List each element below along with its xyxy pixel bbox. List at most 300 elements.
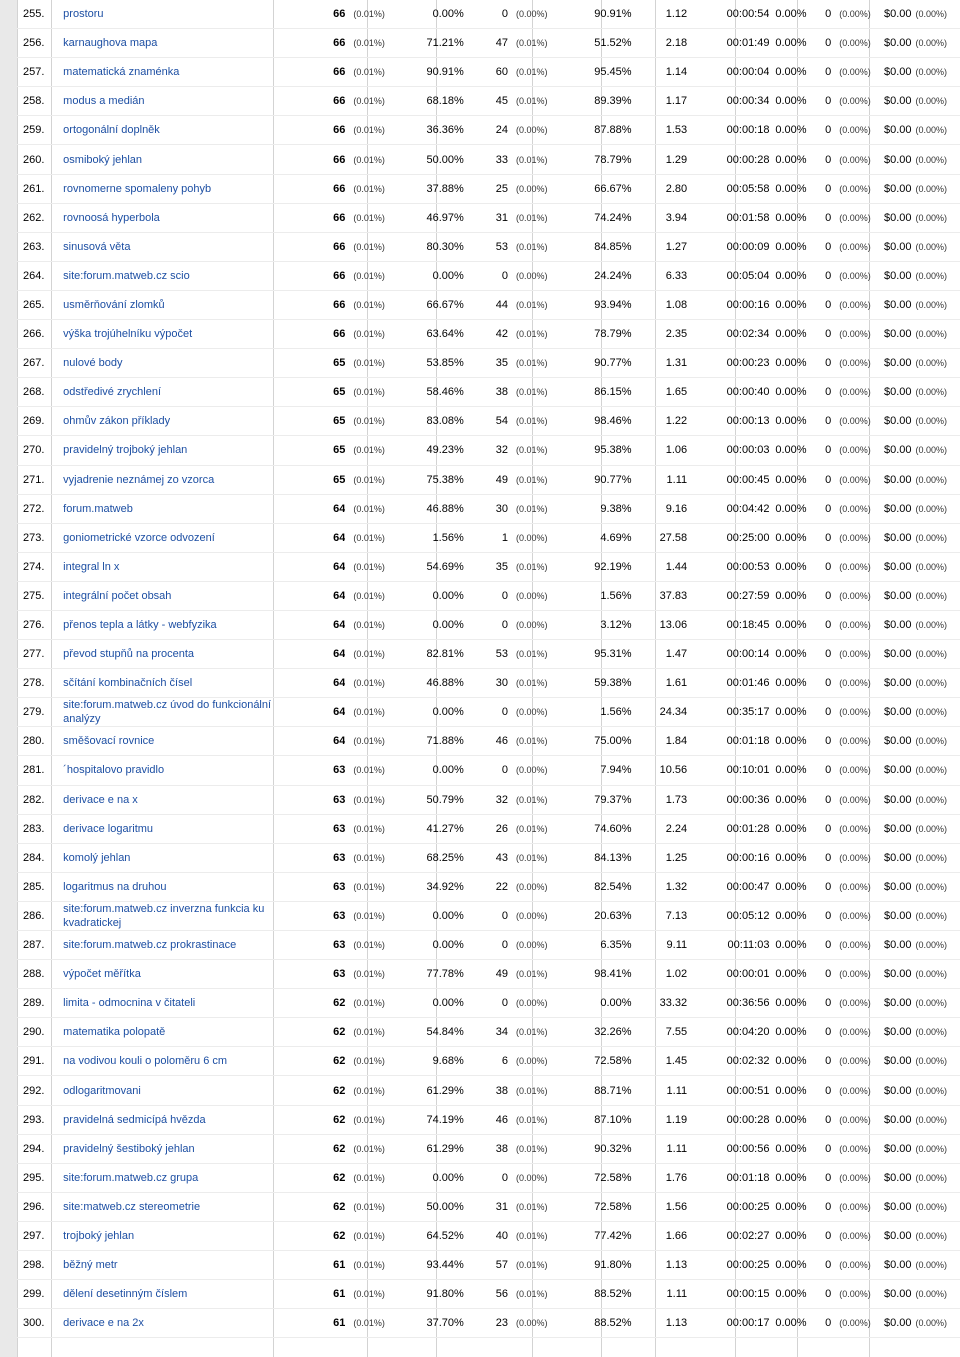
revenue-percent: (0.00%) <box>915 1114 948 1125</box>
avg-time-value: 00:10:01 <box>726 764 770 777</box>
visits-percent: (0.01%) <box>353 1114 385 1125</box>
keyword-link[interactable]: vyjadrenie neznámej zo vzorca <box>63 473 215 486</box>
keyword-link[interactable]: ortogonální doplněk <box>63 124 160 137</box>
bounce-rate-value: 72.58% <box>594 1200 632 1213</box>
new-visits-value-cell <box>769 145 806 174</box>
keyword-link[interactable]: běžný metr <box>63 1259 118 1272</box>
visits-value: 63 <box>333 939 346 952</box>
pages-percent-value-cell <box>399 698 464 727</box>
revenue-percent: (0.00%) <box>915 241 948 252</box>
keyword-link[interactable]: integrální počet obsah <box>63 589 172 602</box>
goal-percent-cell <box>831 989 878 1018</box>
conversions-percent: (0.01%) <box>516 649 548 660</box>
goal-value: 0 <box>825 1026 832 1039</box>
visits-percent: (0.01%) <box>353 9 385 20</box>
visits-value-cell <box>302 0 345 29</box>
revenue-value: $0.00 <box>883 764 912 777</box>
keyword-link[interactable]: rovnoosá hyperbola <box>63 211 160 224</box>
goal-value-cell <box>807 494 832 523</box>
keyword-link-cell <box>58 901 302 930</box>
new-visits-value-cell <box>769 378 806 407</box>
revenue-value: $0.00 <box>883 648 912 661</box>
conversions-percent-cell <box>508 785 571 814</box>
pages-per-visit-value: 1.08 <box>665 298 688 311</box>
conversions-value-cell <box>464 727 508 756</box>
bounce-rate-value-cell <box>571 960 632 989</box>
table-row <box>17 1309 960 1338</box>
new-visits-value-cell <box>769 58 806 87</box>
avg-time-value-cell <box>687 349 769 378</box>
revenue-value: $0.00 <box>883 1288 912 1301</box>
new-visits-value-cell <box>769 174 806 203</box>
revenue-value: $0.00 <box>883 95 912 108</box>
keyword-link[interactable]: derivace e na x <box>63 793 138 806</box>
keyword-link[interactable]: směšovací rovnice <box>63 735 155 748</box>
row-rank: 287. <box>23 939 45 952</box>
revenue-percent-cell <box>912 232 960 261</box>
pages-per-visit-value: 1.27 <box>665 240 688 253</box>
goal-percent-cell <box>831 174 878 203</box>
conversions-percent-cell <box>508 872 571 901</box>
conversions-value: 0 <box>501 706 509 719</box>
conversions-value: 24 <box>495 124 509 137</box>
new-visits-value: 0.00% <box>775 1026 807 1039</box>
goal-percent: (0.00%) <box>839 1289 871 1300</box>
visits-value: 66 <box>333 37 346 50</box>
new-visits-value-cell <box>769 1163 806 1192</box>
pages-per-visit-value: 9.11 <box>666 939 688 952</box>
visits-percent-cell <box>345 1134 399 1163</box>
revenue-value: $0.00 <box>883 909 912 922</box>
goal-percent-cell <box>831 960 878 989</box>
bounce-rate-value: 78.79% <box>594 153 632 166</box>
revenue-value: $0.00 <box>883 1259 912 1272</box>
row-rank: 276. <box>23 619 45 632</box>
goal-percent: (0.00%) <box>839 1027 871 1038</box>
visits-percent: (0.01%) <box>353 1260 385 1271</box>
row-rank: 277. <box>23 648 45 661</box>
visits-percent-cell <box>345 1163 399 1192</box>
goal-value: 0 <box>825 1317 832 1330</box>
visits-value-cell <box>302 1134 345 1163</box>
conversions-percent: (0.01%) <box>516 154 548 165</box>
goal-value: 0 <box>825 386 832 399</box>
revenue-value-cell <box>879 698 912 727</box>
goal-percent: (0.00%) <box>839 969 871 980</box>
visits-percent-cell <box>345 901 399 930</box>
new-visits-value-cell <box>769 116 806 145</box>
table-row <box>17 29 960 58</box>
visits-value-cell <box>302 1309 345 1338</box>
goal-percent: (0.00%) <box>839 125 871 136</box>
row-rank: 270. <box>23 444 45 457</box>
conversions-percent: (0.01%) <box>516 503 548 514</box>
keyword-link[interactable]: na vodivou kouli o poloměru 6 cm <box>63 1055 228 1068</box>
goal-value-cell <box>807 727 832 756</box>
goal-percent-cell <box>831 0 878 29</box>
avg-time-value: 00:00:34 <box>726 95 770 108</box>
avg-time-value-cell <box>687 1309 769 1338</box>
keyword-link[interactable]: odlogaritmovani <box>63 1084 141 1097</box>
revenue-percent: (0.00%) <box>915 998 948 1009</box>
keyword-link[interactable]: limita - odmocnina v čitateli <box>63 997 196 1010</box>
conversions-value: 0 <box>501 997 509 1010</box>
revenue-value: $0.00 <box>883 1113 912 1126</box>
visits-percent: (0.01%) <box>353 561 385 572</box>
keyword-link[interactable]: site:forum.matweb.cz prokrastinace <box>63 939 237 952</box>
visits-percent-cell <box>345 727 399 756</box>
keyword-link[interactable]: site:forum.matweb.cz úvod do funkcionální analýzy <box>63 699 272 726</box>
goal-value: 0 <box>825 37 832 50</box>
conversions-value-cell <box>464 145 508 174</box>
revenue-value: $0.00 <box>883 444 912 457</box>
keyword-link[interactable]: přenos tepla a látky - webfyzika <box>63 619 217 632</box>
revenue-value-cell <box>879 640 912 669</box>
pages-per-visit-value-cell <box>632 1221 688 1250</box>
row-rank: 281. <box>23 764 45 777</box>
pages-percent-value-cell <box>399 669 464 698</box>
bounce-rate-value: 77.42% <box>594 1229 632 1242</box>
revenue-percent: (0.00%) <box>915 67 948 78</box>
conversions-value-cell <box>464 494 508 523</box>
visits-value-cell <box>302 960 345 989</box>
visits-percent-cell <box>345 989 399 1018</box>
new-visits-value-cell <box>769 465 806 494</box>
keyword-link[interactable]: pravidelný šestiboký jehlan <box>63 1142 195 1155</box>
revenue-percent: (0.00%) <box>915 125 948 136</box>
pages-per-visit-value-cell <box>632 1047 688 1076</box>
keyword-link[interactable]: sčítání kombinačních čísel <box>63 677 193 690</box>
visits-percent: (0.01%) <box>353 416 385 427</box>
goal-value-cell <box>807 669 832 698</box>
keyword-link[interactable]: výpočet měřítka <box>63 968 141 981</box>
goal-value: 0 <box>825 1288 832 1301</box>
pages-per-visit-value: 33.32 <box>659 997 688 1010</box>
goal-value-cell <box>807 203 832 232</box>
new-visits-value: 0.00% <box>775 648 807 661</box>
visits-value-cell <box>302 29 345 58</box>
pages-per-visit-value: 1.12 <box>665 8 688 21</box>
bounce-rate-value: 59.38% <box>594 677 632 690</box>
visits-value: 62 <box>333 1084 346 1097</box>
revenue-percent-cell <box>912 1047 960 1076</box>
keyword-link-cell <box>58 756 302 785</box>
bounce-rate-value-cell <box>571 1134 632 1163</box>
conversions-percent-cell <box>508 116 571 145</box>
visits-percent-cell <box>345 116 399 145</box>
pages-per-visit-value: 9.16 <box>665 502 688 515</box>
avg-time-value-cell <box>687 785 769 814</box>
goal-percent: (0.00%) <box>839 270 871 281</box>
pages-per-visit-value-cell <box>632 320 688 349</box>
revenue-percent-cell <box>912 814 960 843</box>
row-rank-cell <box>17 58 58 87</box>
pages-percent-value-cell <box>399 523 464 552</box>
new-visits-value: 0.00% <box>775 8 807 21</box>
visits-value: 66 <box>333 153 346 166</box>
avg-time-value: 00:00:09 <box>726 240 770 253</box>
revenue-value-cell <box>879 1134 912 1163</box>
keyword-link[interactable]: nulové body <box>63 357 123 370</box>
bounce-rate-value: 75.00% <box>594 735 632 748</box>
goal-value: 0 <box>825 1229 832 1242</box>
goal-percent: (0.00%) <box>839 329 871 340</box>
row-rank: 259. <box>23 124 45 137</box>
keyword-link[interactable]: site:forum.matweb.cz inverzna funkcia ku kvadratickej <box>63 902 265 929</box>
row-rank-cell <box>17 203 58 232</box>
keyword-link[interactable]: integral ln x <box>63 560 120 573</box>
pages-per-visit-value-cell <box>632 1280 688 1309</box>
table-row <box>17 1105 960 1134</box>
keyword-link-cell <box>58 1280 302 1309</box>
row-rank-cell <box>17 1134 58 1163</box>
table-row <box>17 58 960 87</box>
avg-time-value-cell <box>687 1221 769 1250</box>
visits-value: 66 <box>333 66 346 79</box>
goal-percent-cell <box>831 320 878 349</box>
conversions-value-cell <box>464 349 508 378</box>
goal-value-cell <box>807 523 832 552</box>
table-row <box>17 669 960 698</box>
keyword-link[interactable]: derivace logaritmu <box>63 822 154 835</box>
table-row <box>17 465 960 494</box>
pages-per-visit-value: 2.18 <box>665 37 688 50</box>
bounce-rate-value-cell <box>571 87 632 116</box>
pages-per-visit-value: 3.94 <box>665 211 688 224</box>
pages-per-visit-value-cell <box>632 261 688 290</box>
pages-per-visit-value: 1.02 <box>665 968 688 981</box>
row-rank-cell <box>17 320 58 349</box>
conversions-percent-cell <box>508 29 571 58</box>
goal-value-cell <box>807 698 832 727</box>
goal-value: 0 <box>825 66 832 79</box>
visits-percent: (0.01%) <box>353 387 385 398</box>
keyword-link[interactable]: převod stupňů na procenta <box>63 648 195 661</box>
visits-percent: (0.01%) <box>353 532 385 543</box>
row-rank: 292. <box>23 1084 45 1097</box>
conversions-value-cell <box>464 1280 508 1309</box>
goal-value: 0 <box>825 182 832 195</box>
pages-percent-value: 71.21% <box>426 37 464 50</box>
visits-value-cell <box>302 145 345 174</box>
visits-percent-cell <box>345 843 399 872</box>
keyword-link[interactable]: rovnomerne spomaleny pohyb <box>63 182 212 195</box>
revenue-value: $0.00 <box>883 939 912 952</box>
keyword-link[interactable]: komolý jehlan <box>63 851 131 864</box>
bounce-rate-value-cell <box>571 1076 632 1105</box>
row-rank-cell <box>17 523 58 552</box>
revenue-value: $0.00 <box>883 37 912 50</box>
pages-percent-value: 58.46% <box>426 386 464 399</box>
revenue-value-cell <box>879 581 912 610</box>
pages-percent-value: 71.88% <box>426 735 464 748</box>
keyword-link[interactable]: trojboký jehlan <box>63 1229 135 1242</box>
goal-value-cell <box>807 232 832 261</box>
goal-percent: (0.00%) <box>839 416 871 427</box>
pages-per-visit-value-cell <box>632 436 688 465</box>
goal-percent-cell <box>831 931 878 960</box>
bounce-rate-value: 72.58% <box>594 1171 632 1184</box>
conversions-percent-cell <box>508 1076 571 1105</box>
goal-percent: (0.00%) <box>839 1318 871 1329</box>
keyword-link[interactable]: logaritmus na druhou <box>63 880 167 893</box>
keyword-link[interactable]: site:forum.matweb.cz scio <box>63 269 190 282</box>
row-rank: 268. <box>23 386 45 399</box>
conversions-value-cell <box>464 756 508 785</box>
pages-per-visit-value: 1.76 <box>665 1171 688 1184</box>
avg-time-value: 00:02:34 <box>726 328 770 341</box>
new-visits-value-cell <box>769 1192 806 1221</box>
revenue-percent: (0.00%) <box>915 794 948 805</box>
pages-percent-value-cell <box>399 756 464 785</box>
visits-value-cell <box>302 407 345 436</box>
visits-value: 66 <box>333 269 346 282</box>
conversions-percent-cell <box>508 552 571 581</box>
keyword-link-cell <box>58 58 302 87</box>
goal-value-cell <box>807 320 832 349</box>
goal-value-cell <box>807 756 832 785</box>
conversions-percent-cell <box>508 523 571 552</box>
avg-time-value-cell <box>687 669 769 698</box>
conversions-value-cell <box>464 1105 508 1134</box>
conversions-percent: (0.01%) <box>516 678 548 689</box>
conversions-percent-cell <box>508 1251 571 1280</box>
bounce-rate-value: 88.52% <box>594 1317 632 1330</box>
visits-value: 66 <box>333 298 346 311</box>
goal-percent-cell <box>831 203 878 232</box>
keyword-link[interactable]: ohmův zákon příklady <box>63 415 171 428</box>
keyword-link[interactable]: pravidelná sedmicípá hvězda <box>63 1113 206 1126</box>
visits-percent: (0.01%) <box>353 1056 385 1067</box>
avg-time-value: 00:00:36 <box>726 793 770 806</box>
bounce-rate-value: 90.32% <box>594 1142 632 1155</box>
visits-percent: (0.01%) <box>353 1201 385 1212</box>
bounce-rate-value-cell <box>571 698 632 727</box>
conversions-value-cell <box>464 640 508 669</box>
row-rank: 274. <box>23 560 45 573</box>
goal-value-cell <box>807 1105 832 1134</box>
keyword-link[interactable]: prostoru <box>63 8 104 21</box>
keyword-link[interactable]: site:forum.matweb.cz grupa <box>63 1171 199 1184</box>
pages-per-visit-value: 13.06 <box>659 619 688 632</box>
avg-time-value-cell <box>687 145 769 174</box>
row-rank-cell <box>17 349 58 378</box>
keyword-link[interactable]: karnaughova mapa <box>63 37 158 50</box>
bounce-rate-value: 89.39% <box>594 95 632 108</box>
pages-percent-value: 77.78% <box>426 968 464 981</box>
keyword-link[interactable]: matematická znaménka <box>63 66 180 79</box>
keyword-link[interactable]: pravidelný trojboký jehlan <box>63 444 188 457</box>
goal-percent: (0.00%) <box>839 241 871 252</box>
bounce-rate-value: 86.15% <box>594 386 632 399</box>
row-rank: 300. <box>23 1317 45 1330</box>
goal-percent: (0.00%) <box>839 1056 871 1067</box>
pages-per-visit-value-cell <box>632 698 688 727</box>
keyword-link[interactable]: usměrňování zlomků <box>63 298 165 311</box>
visits-value-cell <box>302 610 345 639</box>
goal-percent-cell <box>831 349 878 378</box>
keyword-link[interactable]: goniometrické vzorce odvození <box>63 531 215 544</box>
keyword-link[interactable]: site:matweb.cz stereometrie <box>63 1200 201 1213</box>
conversions-value: 31 <box>495 1200 509 1213</box>
new-visits-value: 0.00% <box>775 619 807 632</box>
bounce-rate-value-cell <box>571 174 632 203</box>
bounce-rate-value-cell <box>571 872 632 901</box>
keyword-link[interactable]: dělení desetinným číslem <box>63 1288 188 1301</box>
keyword-link[interactable]: matematika polopatě <box>63 1026 166 1039</box>
keyword-link[interactable]: výška trojúhelníku výpočet <box>63 328 193 341</box>
pages-percent-value-cell <box>399 1105 464 1134</box>
new-visits-value-cell <box>769 901 806 930</box>
revenue-value: $0.00 <box>883 502 912 515</box>
revenue-value: $0.00 <box>883 357 912 370</box>
conversions-value-cell <box>464 320 508 349</box>
goal-percent: (0.00%) <box>839 212 871 223</box>
goal-percent: (0.00%) <box>839 154 871 165</box>
visits-value: 64 <box>333 735 346 748</box>
pages-percent-value: 0.00% <box>432 939 464 952</box>
conversions-percent-cell <box>508 581 571 610</box>
keyword-link[interactable]: ´hospitalovo pravidlo <box>63 764 165 777</box>
revenue-value: $0.00 <box>883 1084 912 1097</box>
pages-per-visit-value: 37.83 <box>659 589 688 602</box>
keyword-link[interactable]: osmiboký jehlan <box>63 153 143 166</box>
new-visits-value: 0.00% <box>775 269 807 282</box>
revenue-percent-cell <box>912 174 960 203</box>
revenue-percent: (0.00%) <box>915 649 948 660</box>
visits-value: 66 <box>333 182 346 195</box>
goal-percent-cell <box>831 581 878 610</box>
avg-time-value-cell <box>687 203 769 232</box>
conversions-value-cell <box>464 1076 508 1105</box>
avg-time-value: 00:00:47 <box>726 880 770 893</box>
avg-time-value-cell <box>687 320 769 349</box>
new-visits-value: 0.00% <box>775 182 807 195</box>
keyword-link[interactable]: modus a medián <box>63 95 145 108</box>
pages-percent-value-cell <box>399 610 464 639</box>
pages-per-visit-value-cell <box>632 407 688 436</box>
keyword-link-cell <box>58 0 302 29</box>
keyword-link[interactable]: odstředivé zrychlení <box>63 386 161 399</box>
visits-value: 66 <box>333 124 346 137</box>
bounce-rate-value: 72.58% <box>594 1055 632 1068</box>
new-visits-value: 0.00% <box>775 1084 807 1097</box>
bounce-rate-value: 32.26% <box>594 1026 632 1039</box>
bounce-rate-value: 98.41% <box>594 968 632 981</box>
pages-percent-value: 0.00% <box>432 269 464 282</box>
visits-value: 63 <box>333 880 346 893</box>
goal-value-cell <box>807 407 832 436</box>
pages-per-visit-value: 1.47 <box>665 648 688 661</box>
new-visits-value-cell <box>769 290 806 319</box>
avg-time-value-cell <box>687 87 769 116</box>
visits-value-cell <box>302 1221 345 1250</box>
bounce-rate-value-cell <box>571 1280 632 1309</box>
keyword-link[interactable]: forum.matweb <box>63 502 133 515</box>
keyword-link[interactable]: sinusová věta <box>63 240 131 253</box>
keyword-link[interactable]: derivace e na 2x <box>63 1317 144 1330</box>
new-visits-value: 0.00% <box>775 822 807 835</box>
table-row <box>17 931 960 960</box>
bounce-rate-value-cell <box>571 0 632 29</box>
goal-percent: (0.00%) <box>839 765 871 776</box>
pages-percent-value: 9.68% <box>432 1055 464 1068</box>
goal-percent: (0.00%) <box>839 1230 871 1241</box>
bounce-rate-value: 95.38% <box>594 444 632 457</box>
goal-percent-cell <box>831 901 878 930</box>
conversions-percent: (0.01%) <box>516 736 548 747</box>
conversions-percent-cell <box>508 320 571 349</box>
